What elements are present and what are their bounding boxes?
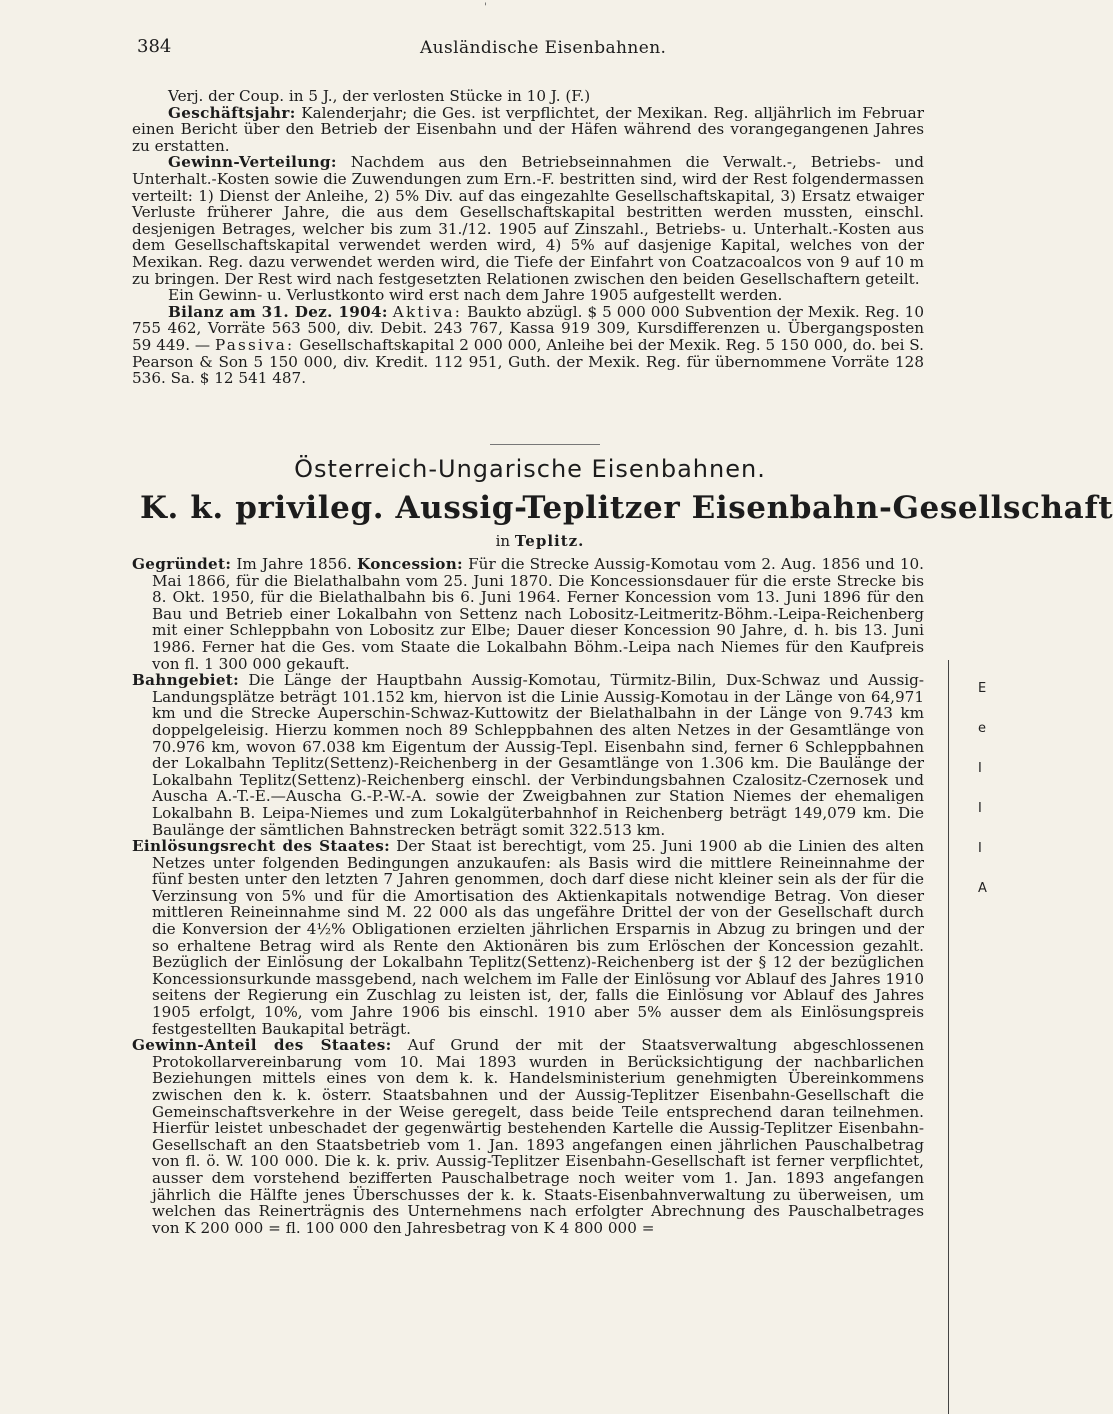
paragraph-bilanz — [132, 304, 924, 387]
paragraph-lead: Gewinn-Verteilung: — [168, 153, 337, 172]
paragraph-lead: Gewinn-Anteil des Staates: — [132, 1036, 392, 1055]
paragraph-text: Auf Grund der mit der Staatsverwaltung abgeschlossenen Protokollarvereinbarung vom 10. Mai 1893 wurden in Berücksichtigung der nachbarlichen Beziehungen mittels eines von dem k. k. Handelsministerium genehmigten Übereinkommens zwischen den k. k. österr. Staatsbahnen und der Aussig-Teplitzer Eisenbahn-Gesellschaft die Gemeinschaftsverkehre in der Weise geregelt, dass beide Teile entsprechend daran teilnehmen. Hierfür leistet unbeschadet der gegenwärtig bestehenden Kartelle die Aussig-Teplitzer Eisenbahn-Gesellschaft an den Staatsbetrieb vom 1. Jan. 1893 angefangen einen jährlichen Pauschalbetrag von fl. ö. W. 100 000. Die k. k. priv. Aussig-Teplitzer Eisenbahn-Gesellschaft ist ferner verpflichtet, ausser dem vorstehend bezifferten Pauschalbetrage noch weiter vom 1. Jan. 1893 angefangen jährlich die Hälfte jenes Überschusses der k. k. Staats-Eisenbahnverwaltung zu überweisen, um welchen das Reinerträgnis des Unternehmens nach erfolgter Abrechnung des Pauschalbetrages von K 200 000 = fl. 100 000 den Jahresbetrag von K 4 800 000 = — [152, 1036, 924, 1237]
running-head: Ausländische Eisenbahnen. — [420, 38, 667, 58]
location-name: Teplitz. — [514, 532, 585, 550]
edge-mark: I — [978, 841, 982, 856]
paragraph-einloesungsrecht — [132, 838, 924, 1037]
previous-entry-block — [132, 88, 924, 387]
aktiva-label: Aktiva: — [392, 302, 463, 321]
paragraph-text: Der Staat ist berechtigt, vom 25. Juni 1900 ab die Linien des alten Netzes unter folgenden Bedingungen anzukaufen: als Basis wird die mittlere Reineinnahme der fünf besten unter den letzten 7 Jahren genommen, doch darf diese nicht kleiner sein als der für die Verzinsung von 5% und für die Amortisation des Aktienkapitals notwendige Betrag. Von dieser mittleren Reineinnahme sind M. 22 000 als das ungefähre Drittel der von der Gesellschaft durch die Konversion der 4½% Obligationen erzielten jährlichen Ersparnis in Abzug zu bringen und der so erhaltene Betrag wird als Rente den Aktionären bis zum Erlöschen der Koncession gezahlt. Bezüglich der Einlösung der Lokalbahn Teplitz(Settenz)-Reichenberg ist der § 12 der bezüglichen Koncessionsurkunde massgebend, nach welchem im Falle der Einlösung vor Ablauf des Jahres 1910 seitens der Regierung ein Zuschlag zu leisten ist, der, falls die Einlösung vor Ablauf des Jahres 1905 erfolgt, 10%, vom Jahre 1906 bis einschl. 1910 aber 5% ausser dem als Einlösungspreis festgestellten Baukapital beträgt. — [152, 837, 924, 1038]
paragraph-lead: Gegründet: — [132, 555, 232, 573]
paragraph-gewinn-verlustkonto: Ein Gewinn- u. Verlustkonto wird erst nach dem Jahre 1905 aufgestellt werden. — [168, 286, 783, 305]
section-title: Österreich-Ungarische Eisenbahnen. — [294, 455, 766, 483]
top-mark: ' — [484, 2, 487, 13]
edge-mark: A — [978, 881, 987, 896]
paragraph-bahngebiet — [132, 672, 924, 838]
paragraph-lead: Bilanz am 31. Dez. 1904: — [168, 302, 388, 321]
facing-page-edge — [948, 660, 949, 1414]
paragraph-verjaehrung: Verj. der Coup. in 5 J., der verlosten Stücke in 10 J. (F.) — [168, 87, 591, 105]
paragraph-text: Gesellschaftskapital 2 000 000, Anleihe bei der Mexik. Reg. 5 150 000, do. bei S. Pearson & Son 5 150 000, div. Kredit. 112 951, Guth. der Mexik. Reg. für übernommene Vorräte 128 536. Sa. $ 12 541 487. — [132, 335, 924, 388]
paragraph-lead: Einlösungsrecht des Staates: — [132, 837, 390, 856]
paragraph-lead: Koncession: — [357, 555, 463, 573]
company-entry-block — [132, 556, 924, 1236]
paragraph-text: Die Länge der Hauptbahn Aussig-Komotau, Türmitz-Bilin, Dux-Schwaz und Aussig-Landungsplätze beträgt 101.152 km, hiervon ist die Linie Aussig-Komotau in der Länge von 64,971 km und die Strecke Auperschin-Schwaz-Kuttowitz der Bielathalbahn in der Länge von 9.743 km doppelgeleisig. Hierzu kommen noch 89 Schleppbahnen des alten Netzes in der Gesamtlänge von 70.976 km, wovon 67.038 km Eigentum der Aussig-Tepl. Eisenbahn sind, ferner 6 Schleppbahnen der Lokalbahn Teplitz(Settenz)-Reichenberg in der Gesamtlänge von 1.306 km. Die Baulänge der Lokalbahn Teplitz(Settenz)-Reichenberg einschl. der Verbindungsbahnen Czalositz-Czernosek und Auscha A.-T.-E.—Auscha G.-P.-W.-A. sowie der Zweigbahnen zur Station Niemes der ehemaligen Lokalbahn B. Leipa-Niemes und zum Lokalgüterbahnhof in Reichenberg beträgt 149,079 km. Die Baulänge der sämtlichen Bahnstrecken beträgt somit 322.513 km. — [152, 671, 924, 839]
paragraph-geschaeftsjahr — [132, 105, 924, 155]
paragraph-lead: Geschäftsjahr: — [168, 103, 296, 122]
edge-mark: E — [978, 681, 987, 696]
paragraph-text: Für die Strecke Aussig-Komotau vom 2. Aug. 1856 und 10. Mai 1866, für die Bielathalbahn vom 25. Juni 1870. Die Koncessionsdauer für die erste Strecke bis 8. Okt. 1950, für die Bielathalbahn bis 6. Juni 1964. Ferner Koncession vom 13. Juni 1896 für den Bau und Betrieb einer Lokalbahn von Settenz nach Lobositz-Leitmeritz-Böhm.-Leipa-Reichenberg mit einer Schleppbahn von Lobositz zur Elbe; Dauer dieser Koncession 90 Jahre, d. h. bis 13. Juni 1986. Ferner hat die Ges. vom Staate die Lokalbahn Böhm.-Leipa nach Niemes für den Kaufpreis von fl. 1 300 000 gekauft. — [152, 555, 924, 673]
facing-page-marks — [978, 680, 998, 920]
location-prefix: in — [495, 532, 515, 550]
paragraph-lead: Bahngebiet: — [132, 671, 240, 690]
page-number: 384 — [137, 36, 172, 57]
passiva-label: Passiva: — [214, 335, 295, 354]
edge-mark: I — [978, 801, 982, 816]
paragraph-text: Im Jahre 1856. — [231, 555, 358, 573]
section-divider — [490, 444, 600, 445]
paragraph-gewinn-verteilung — [132, 154, 924, 287]
company-title: K. k. privileg. Aussig-Teplitzer Eisenbahn-Gesellschaft — [140, 490, 1113, 526]
paragraph-text: Nachdem aus den Betriebseinnahmen die Verwalt.-, Betriebs- und Unterhalt.-Kosten sowie die Zuwendungen zum Ern.-F. bestritten sind, wird der Rest folgendermassen verteilt: 1) Dienst der Anleihe, 2) 5% Div. auf das eingezahlte Gesellschaftskapital, 3) Ersatz etwaiger Verluste früherer Jahre, die aus dem Gesellschaftskapital bestritten werden mussten, einschl. desjenigen Betrages, welcher bis zum 31./12. 1905 auf Zinszahl., Betriebs- u. Unterhalt.-Kosten aus dem Gesellschaftskapital verwendet werden wird, 4) 5% auf dasjenige Kapital, welches von der Mexikan. Reg. dazu verwendet werden wird, die Tiefe der Einfahrt von Coatzacoalcos von 9 auf 10 m zu bringen. Der Rest wird nach festgesetzten Relationen zwischen den beiden Gesellschaftern geteilt. — [132, 153, 924, 288]
paragraph-text: Kalenderjahr; die Ges. ist verpflichtet, der Mexikan. Reg. alljährlich im Februar einen Bericht über den Betrieb der Eisenbahn und der Häfen während des vorangegangenen Jahres zu erstatten. — [132, 103, 924, 155]
edge-mark: I — [978, 761, 982, 776]
paragraph-gegruendet — [132, 556, 924, 672]
edge-mark: e — [978, 721, 986, 736]
company-location — [420, 532, 660, 550]
paragraph-text: Baukto abzügl. $ 5 000 000 Subvention der Mexik. Reg. 10 755 462, Vorräte 563 500, div. Debit. 243 767, Kassa 919 309, Kursdifferenzen u. Übergangsposten 59 449. — — [132, 302, 925, 354]
paragraph-gewinn-anteil — [132, 1037, 924, 1236]
